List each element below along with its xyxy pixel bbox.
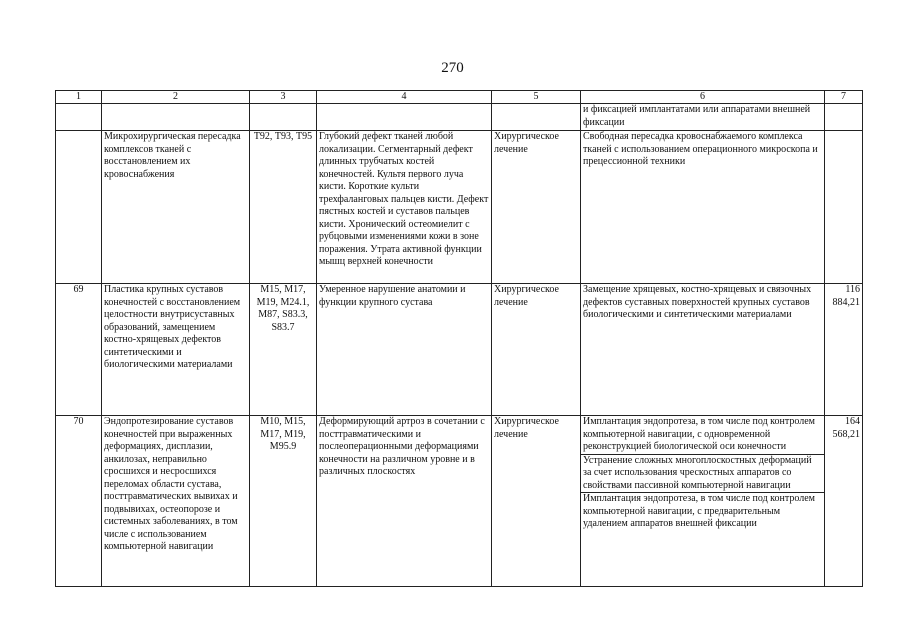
header-row [56, 91, 863, 104]
header-cell-1: 1 [56, 91, 102, 104]
table-row-69 [56, 284, 863, 416]
row-number: 69 [56, 284, 102, 416]
treatment-type: Хирургическое лечение [492, 131, 581, 284]
treatment-type: Хирургическое лечение [492, 416, 581, 587]
cost-value: 164 568,21 [825, 416, 863, 587]
treatment-method-3: Имплантация эндопротеза, в том числе под контролем компьютерной навигации, с предварительным удалением аппаратов внешней фиксации [581, 492, 824, 531]
header-cell-3: 3 [250, 91, 317, 104]
service-name: Пластика крупных суставов конечностей с восстановлением целостности внутрисуставных образований, замещением костно-хрящевых дефектов синтетическими и биологическими материалами [102, 284, 250, 416]
icd-codes: Т92, Т93, Т95 [250, 131, 317, 284]
table-row-microsurgery [56, 131, 863, 284]
method-continuation: и фиксацией имплантатами или аппаратами внешней фиксации [581, 104, 825, 131]
treatment-method-1: Имплантация эндопротеза, в том числе под контролем компьютерной навигации, с одновременной реконструкцией биологической оси конечности [583, 416, 816, 452]
patient-model: Деформирующий артроз в сочетании с посттравматическими и послеоперационными деформациями конечности на различном уровне и в различных плоскостях [317, 416, 492, 587]
treatment-method: Замещение хрящевых, костно-хрящевых и связочных дефектов суставных поверхностей крупных суставов биологическими и синтетическими материалами [581, 284, 825, 416]
table-row-70 [56, 416, 863, 587]
header-cell-6: 6 [581, 91, 825, 104]
services-table [55, 90, 863, 587]
row-number: 70 [56, 416, 102, 587]
treatment-method-2: Устранение сложных многоплоскостных деформаций за счет использования чрескостных аппаратов со свойствами пассивной компьютерной навигации [581, 454, 824, 493]
patient-model: Умеренное нарушение анатомии и функции крупного сустава [317, 284, 492, 416]
patient-model: Глубокий дефект тканей любой локализации. Сегментарный дефект длинных трубчатых костей конечностей. Культя первого луча кисти. Короткие культи трехфаланговых пальцев кисти. Дефект пястных костей и суставов пальцев кисти. Хронический остеомиелит с рубцовыми изменениями кожи в зоне поражения. Утрата активной функции мышц верхней конечности [317, 131, 492, 284]
header-cell-7: 7 [825, 91, 863, 104]
header-cell-5: 5 [492, 91, 581, 104]
treatment-method: Свободная пересадка кровоснабжаемого комплекса тканей с использованием операционного микроскопа и прецессионной техники [581, 131, 825, 284]
treatment-type: Хирургическое лечение [492, 284, 581, 416]
service-name: Эндопротезирование суставов конечностей при выраженных деформациях, дисплазии, анкилозах, неправильно сросшихся и несросшихся переломах области сустава, посттравматических вывихах и подвывихах, остеопорозе и системных заболеваниях, в том числе с использованием компьютерной навигации [102, 416, 250, 587]
table-row-continuation [56, 104, 863, 131]
treatment-methods [581, 416, 825, 587]
icd-codes: М10, М15, М17, М19, М95.9 [250, 416, 317, 587]
icd-codes: М15, М17, М19, М24.1, М87, S83.3, S83.7 [250, 284, 317, 416]
header-cell-2: 2 [102, 91, 250, 104]
header-cell-4: 4 [317, 91, 492, 104]
cost-value: 116 884,21 [825, 284, 863, 416]
service-name: Микрохирургическая пересадка комплексов тканей с восстановлением их кровоснабжения [102, 131, 250, 284]
page-number: 270 [441, 60, 464, 76]
